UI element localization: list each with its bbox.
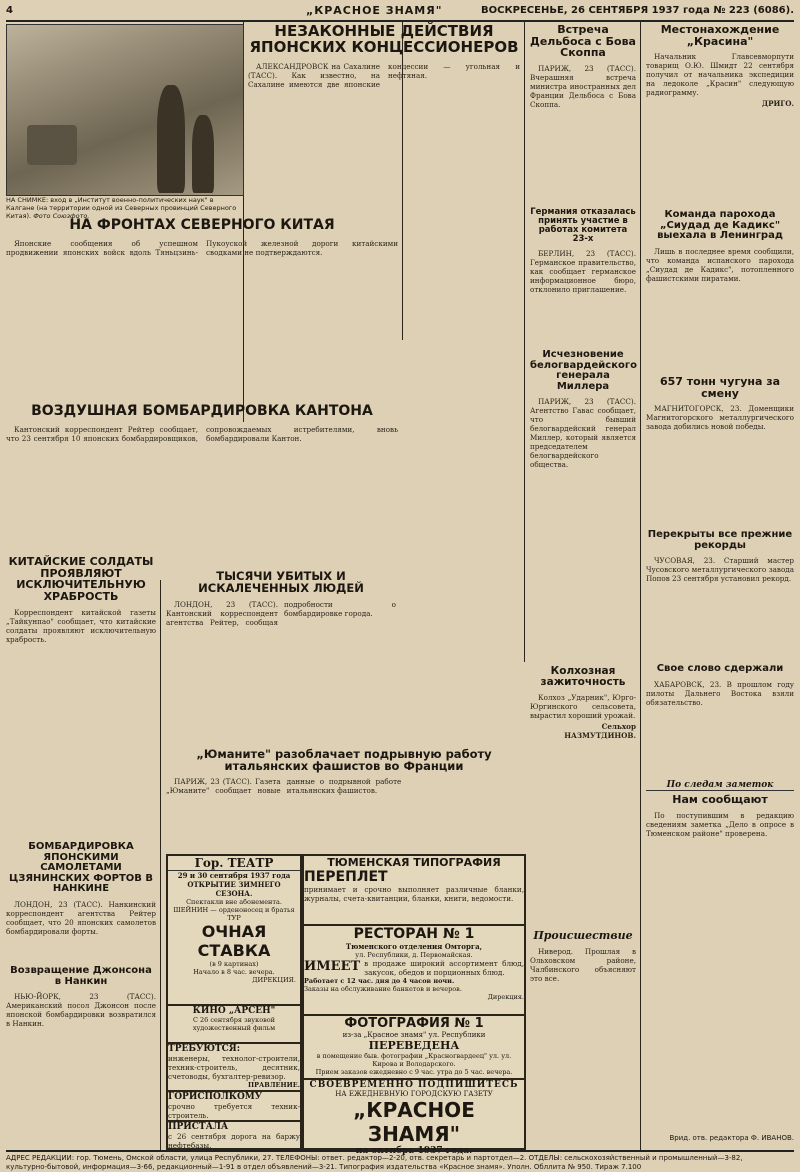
headline: КИТАЙСКИЕ СОЛДАТЫ ПРОЯВЛЯЮТ ИСКЛЮЧИТЕЛЬНУЮ ХРАБРОСТЬ: [8, 555, 154, 603]
headline: Возвращение Джонсона в Нанкин: [10, 965, 152, 987]
article-miller: Исчезновение белогвардейского генерала Миллера ПАРИЖ, 23 (ТАСС). Агентство Гавас сообщает, что бывший белогвардейский генерал Миллер, который является председателем белогвардейского общества.: [530, 349, 637, 469]
article-kolkhoz: Колхозная зажиточность Колхоз „Ударник", Юрго-Юргинского сельсовета, вырастил хороший урожай. Сельхор НАЗМУТДИНОВ.: [530, 665, 636, 741]
article-records: Перекрыты все прежние рекорды ЧУСОВАЯ, 23. Старший мастер Чусовского металлургического завода Попов 23 сентября установил рекорд.: [646, 529, 794, 583]
article-forts: БОМБАРДИРОВКА ЯПОНСКИМИ САМОЛЕТАМИ ЦЗЯНИНСКИХ ФОРТОВ В НАНКИНЕ ЛОНДОН, 23 (ТАСС). Нанкинский корреспондент агентства Рейтер сообщает, что 20 японских самолетов бомбардировали форты.: [6, 841, 156, 936]
footer: АДРЕС РЕДАКЦИИ: гор. Тюмень, Омской области, улица Республики, 27. ТЕЛЕФОНЫ: ответ. редактор—2-20, отв. секретарь и партотдел—2. ОТДЕЛЫ: сельскохозяйственный и промышленный—3-82, культурно-бытовой, информация—3-66, редакционный—1-91 в отдел объявлений—3-21. Типография издательства «Красное знамя». Уполн. Обллита № 950. Тираж 7.100: [6, 1150, 794, 1172]
page-number: 4: [6, 5, 13, 16]
headline: Происшествие: [533, 929, 633, 942]
headline: НА ФРОНТАХ СЕВЕРНОГО КИТАЯ: [69, 217, 335, 233]
article-bravery: КИТАЙСКИЕ СОЛДАТЫ ПРОЯВЛЯЮТ ИСКЛЮЧИТЕЛЬНУЮ ХРАБРОСТЬ Корреспондент китайской газеты „Тайкунпао" сообщает, что китайские солдаты проявляют исключительную храбрость.: [6, 555, 156, 645]
headline: Команда парохода „Сиудад де Кадикс" выехала в Ленинград: [657, 209, 783, 241]
headline: Колхозная зажиточность: [540, 665, 626, 689]
ad-typography: ТЮМЕНСКАЯ ТИПОГРАФИЯ ПЕРЕПЛЕТ принимает и срочно выполняет различные бланки, журналы, счета-квитанции, бланки, книги, ведомости.: [302, 854, 526, 926]
paper-title: „КРАСНОЕ ЗНАМЯ": [306, 4, 443, 17]
headline: Нам сообщают: [672, 793, 768, 806]
article-johnson: Возвращение Джонсона в Нанкин НЬЮ-ЙОРК, 23 (ТАСС). Американский посол Джонсон после японской бомбардировки возвратился в Нанкин.: [6, 965, 156, 1028]
headline: ТЫСЯЧИ УБИТЫХ И ИСКАЛЕЧЕННЫХ ЛЮДЕЙ: [198, 569, 364, 596]
headline: НЕЗАКОННЫЕ ДЕЙСТВИЯ ЯПОНСКИХ КОНЦЕССИОНЕРОВ: [249, 22, 519, 56]
ad-restaurant: РЕСТОРАН № 1 Тюменского отделения Омторга, ул. Республики, д. Первомайская. ИМЕЕТ в продаже широкий ассортимент блюд, закусок, обедов и порционных блюд. Работает с 12 час. дня до 4 часов ночи. Заказы на обслуживание банкетов и вечеров. Дирекция.: [302, 924, 526, 1016]
photo-caption: НА СНИМКЕ: вход в „Институт военно-политических наук" в Калгане (на территории одной из Северных провинций Северного Китая). Фото Союзфото.: [6, 196, 237, 220]
article-north-china: НА ФРОНТАХ СЕВЕРНОГО КИТАЯ Японские сообщения об успешном продвижении японских войск вдоль Тяньцзинь-Пукоуской железной дороги китайскими сводками не подтверждаются.: [6, 217, 398, 257]
editor-line: Врид. отв. редактора Ф. ИВАНОВ.: [669, 1134, 794, 1142]
headline: Свое слово сдержали: [656, 663, 784, 674]
headline: БОМБАРДИРОВКА ЯПОНСКИМИ САМОЛЕТАМИ ЦЗЯНИНСКИХ ФОРТОВ В НАНКИНЕ: [8, 841, 154, 894]
ad-pristan: ПРИСТАЛА с 26 сентября дорога на баржу нефтебазы.: [168, 1122, 300, 1150]
article-trail: По следам заметок Нам сообщают По поступившим в редакцию сведениям заметка „Дело в опросе в Тюменском районе" проверена.: [646, 780, 794, 838]
article-word-kept: Свое слово сдержали ХАБАРОВСК, 23. В прошлом году пилоты Дальнего Востока взяли обязательство.: [646, 663, 794, 707]
article-cadiz: Команда парохода „Сиудад де Кадикс" выехала в Ленинград Лишь в последнее время сообщили, что команда испанского парохода „Сиудад де Кадикс", потопленного фашистскими пиратами.: [646, 209, 794, 283]
article-thousands: ТЫСЯЧИ УБИТЫХ И ИСКАЛЕЧЕННЫХ ЛЮДЕЙ ЛОНДОН, 23 (ТАСС). Кантонский корреспондент агентства Рейтер, сообщая подробности о бомбардировке города.: [166, 569, 396, 628]
article-germany: Германия отказалась принять участие в работах комитета 23-х БЕРЛИН, 23 (ТАСС). Германское правительство, как сообщает германское информационное бюро, отклонило приглашение.: [530, 207, 636, 294]
headline: Перекрыты все прежние рекорды: [647, 529, 793, 551]
article-pig-iron: 657 тонн чугуна за смену МАГНИТОГОРСК, 23. Доменщики Магнитогорского металлургического завода добились новой победы.: [646, 375, 794, 432]
article-canton: ВОЗДУШНАЯ БОМБАРДИРОВКА КАНТОНА Кантонский корреспондент Рейтер сообщает, что 23 сентября 10 японских бомбардировщиков, сопровождаемых истребителями, вновь бомбардировали Кантон.: [6, 403, 398, 443]
headline: Германия отказалась принять участие в работах комитета 23-х: [530, 207, 636, 244]
headline: 657 тонн чугуна за смену: [659, 375, 781, 400]
article-humanite: „Юманите" разоблачает подрывную работу итальянских фашистов во Франции ПАРИЖ, 23 (ТАСС). Газета „Юманите" сообщает новые данные о подрывной работе итальянских фашистов.: [166, 748, 522, 848]
article-incident: Происшествие Ниверод. Прошлая в Ольховском районе, Чалбинского объясняют это все.: [530, 929, 636, 983]
article-concessions: НЕЗАКОННЫЕ ДЕЙСТВИЯ ЯПОНСКИХ КОНЦЕССИОНЕРОВ АЛЕКСАНДРОВСК на Сахалине (ТАСС). Как известно, на Сахалине имеются две японские концессии — угольная и нефтяная.: [248, 22, 520, 89]
ad-theatre: Гор. ТЕАТР 29 и 30 сентября 1937 года ОТКРЫТИЕ ЗИМНЕГО СЕЗОНА. Спектакли вне абонемента. ШЕЙНИН — орденоносец и братья ТУР ОЧНАЯ СТАВКА (в 9 картинах) Начало в 8 час. вечера. ДИРЕКЦИЯ.: [166, 854, 302, 1006]
headline: „Юманите" разоблачает подрывную работу итальянских фашистов во Франции: [196, 747, 492, 774]
issue-line: ВОСКРЕСЕНЬЕ, 26 СЕНТЯБРЯ 1937 года № 223 (6086).: [480, 5, 794, 16]
masthead: [6, 4, 794, 22]
ad-photo: ФОТОГРАФИЯ № 1 из-за „Красное знамя" ул. Республики ПЕРЕВЕДЕНА в помещение быв. фотографии „Красногвардеец" ул. ул. Кирова и Володарского. Прием заказов ежедневно с 9 час. утра до 5 час. вечера.: [302, 1014, 526, 1080]
article-delbos: Встреча Дельбоса с Бова Скоппа ПАРИЖ, 23 (ТАСС). Вчерашняя встреча министра иностранных дел Франции Дельбоса с Бова Скоппа.: [530, 23, 636, 109]
headline: ВОЗДУШНАЯ БОМБАРДИРОВКА КАНТОНА: [31, 403, 373, 419]
ad-subscribe: СВОЕВРЕМЕННО ПОДПИШИТЕСЬ НА ЕЖЕДНЕВНУЮ ГОРОДСКУЮ ГАЗЕТУ „КРАСНОЕ ЗНАМЯ" на октябрь 1937 года.: [302, 1078, 526, 1150]
headline: Местонахождение „Красина": [660, 23, 780, 48]
ad-gorkom: ГОРИСПОЛКОМУ срочно требуется техник-строитель.: [168, 1092, 300, 1120]
headline: Встреча Дельбоса с Бова Скоппа: [530, 23, 636, 60]
section-head: По следам заметок: [646, 780, 794, 791]
ad-cinema: КИНО „АРСЕН" С 26 сентября звуковой художественный фильм: [166, 1004, 302, 1044]
news-photo: [6, 24, 244, 196]
article-krasin: Местонахождение „Красина" Начальник Главсевморпути товарищ О.Ю. Шмидт 22 сентября получил от начальника экспедиции на ледоколе „Красин" следующую радиограмму. ДРИГО.: [646, 23, 794, 109]
ad-required: ТРЕБУЮТСЯ: инженеры, технолог-строители, техник-строитель, десятник, счетоводы, бухгалтер-ревизор. ПРАВЛЕНИЕ.: [166, 1042, 302, 1092]
headline: Исчезновение белогвардейского генерала Миллера: [530, 349, 637, 392]
